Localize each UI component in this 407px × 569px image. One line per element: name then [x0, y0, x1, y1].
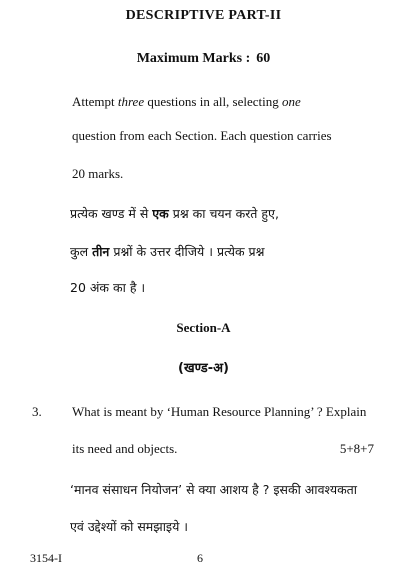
question-english-line-2: its need and objects. — [72, 441, 178, 456]
instruction-emphasis: एक — [152, 206, 169, 221]
question-english-line-1: What is meant by ‘Human Resource Planning’ ? Explain — [72, 404, 367, 419]
instruction-hindi-line-2 — [70, 243, 265, 260]
question-number: 3. — [32, 404, 42, 419]
instruction-text: कुल — [70, 244, 93, 259]
question-hindi-line-2: एवं उद्देश्यों को समझाइये । — [70, 519, 189, 534]
part-title: DESCRIPTIVE PART-II — [125, 8, 282, 23]
instruction-emphasis: तीन — [92, 244, 110, 259]
max-marks-value: 60 — [256, 51, 271, 66]
question-marks: 5+8+7 — [339, 441, 374, 456]
page-number: 6 — [197, 551, 203, 565]
instruction-emphasis: one — [282, 94, 301, 109]
max-marks — [0, 51, 407, 67]
instruction-text: प्रश्नों के उत्तर दीजिये । प्रत्येक प्रश्न — [109, 244, 265, 259]
instruction-emphasis: three — [117, 94, 145, 109]
instruction-text: प्रश्न का चयन करते हुए, — [168, 206, 279, 221]
section-hindi-title: (खण्ड-अ) — [178, 361, 229, 376]
instruction-text: Attempt — [72, 94, 118, 109]
instruction-text: प्रत्येक खण्ड में से — [70, 206, 153, 221]
instruction-hindi-line-3: 20 अंक का है । — [70, 280, 146, 295]
max-marks-label: Maximum Marks : — [136, 51, 251, 66]
paper-code: 3154-I — [30, 551, 62, 565]
instruction-hindi-line-1 — [70, 205, 279, 222]
instruction-text: questions in all, selecting — [144, 94, 283, 109]
instruction-english-line-1 — [72, 94, 301, 110]
instruction-english-line-2: question from each Section. Each question carries — [72, 128, 332, 143]
instruction-english-line-3: 20 marks. — [72, 166, 124, 181]
question-hindi-line-1: ‘मानव संसाधन नियोजन’ से क्या आशय है ? इसकी आवश्यकता — [70, 482, 358, 497]
section-title: Section-A — [176, 320, 231, 335]
